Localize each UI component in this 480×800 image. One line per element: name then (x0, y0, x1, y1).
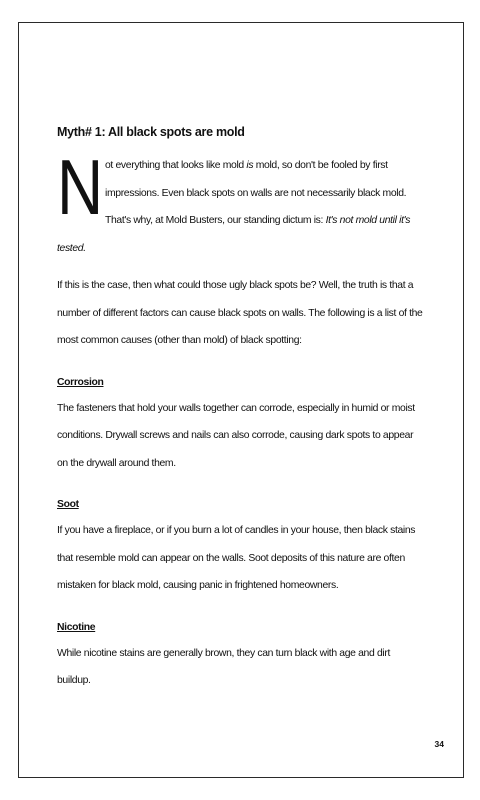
intro-italic-1: is (246, 160, 254, 171)
spacer (57, 262, 425, 272)
intro-text-2: mold, so don't be fooled by first impressions. Even black spots on walls are not necessarily black mold. That's why, at Mold Busters, our standing dictum is: (105, 160, 407, 226)
spacer (57, 355, 425, 365)
soot-paragraph: If you have a fireplace, or if you burn a lot of candles in your house, then black stains that resemble mold can appear on the walls. Soot deposits of this nature are often mistaken for black mold, causing panic in frightened homeowners. (57, 525, 416, 591)
page-content (57, 122, 425, 695)
spacer (57, 477, 425, 487)
section-heading: Myth# 1: All black spots are mold (57, 125, 245, 139)
intro-text-1: ot everything that looks like mold (105, 160, 247, 171)
corrosion-paragraph: The fasteners that hold your walls together can corrode, especially in humid or moist conditions. Drywall screws and nails can also corrode, causing dark spots to appear on the drywall around them. (57, 402, 415, 469)
intro-italic-2: It's not mold until it's tested. (57, 215, 411, 254)
causes-paragraph: If this is the case, then what could those ugly black spots be? Well, the truth is that a number of different factors can cause black spots on walls. The following is a list of the most common causes (other than mold) of black spotting: (57, 280, 423, 346)
subheading-soot: Soot (57, 499, 79, 510)
spacer (57, 600, 425, 610)
drop-cap-letter: N (57, 143, 102, 231)
intro-paragraph (57, 143, 425, 262)
nicotine-paragraph: While nicotine stains are generally brown, they can turn black with age and dirt buildup. (57, 647, 390, 686)
page-number: 34 (434, 739, 444, 749)
subheading-nicotine: Nicotine (57, 621, 96, 633)
subheading-corrosion: Corrosion (57, 376, 104, 388)
